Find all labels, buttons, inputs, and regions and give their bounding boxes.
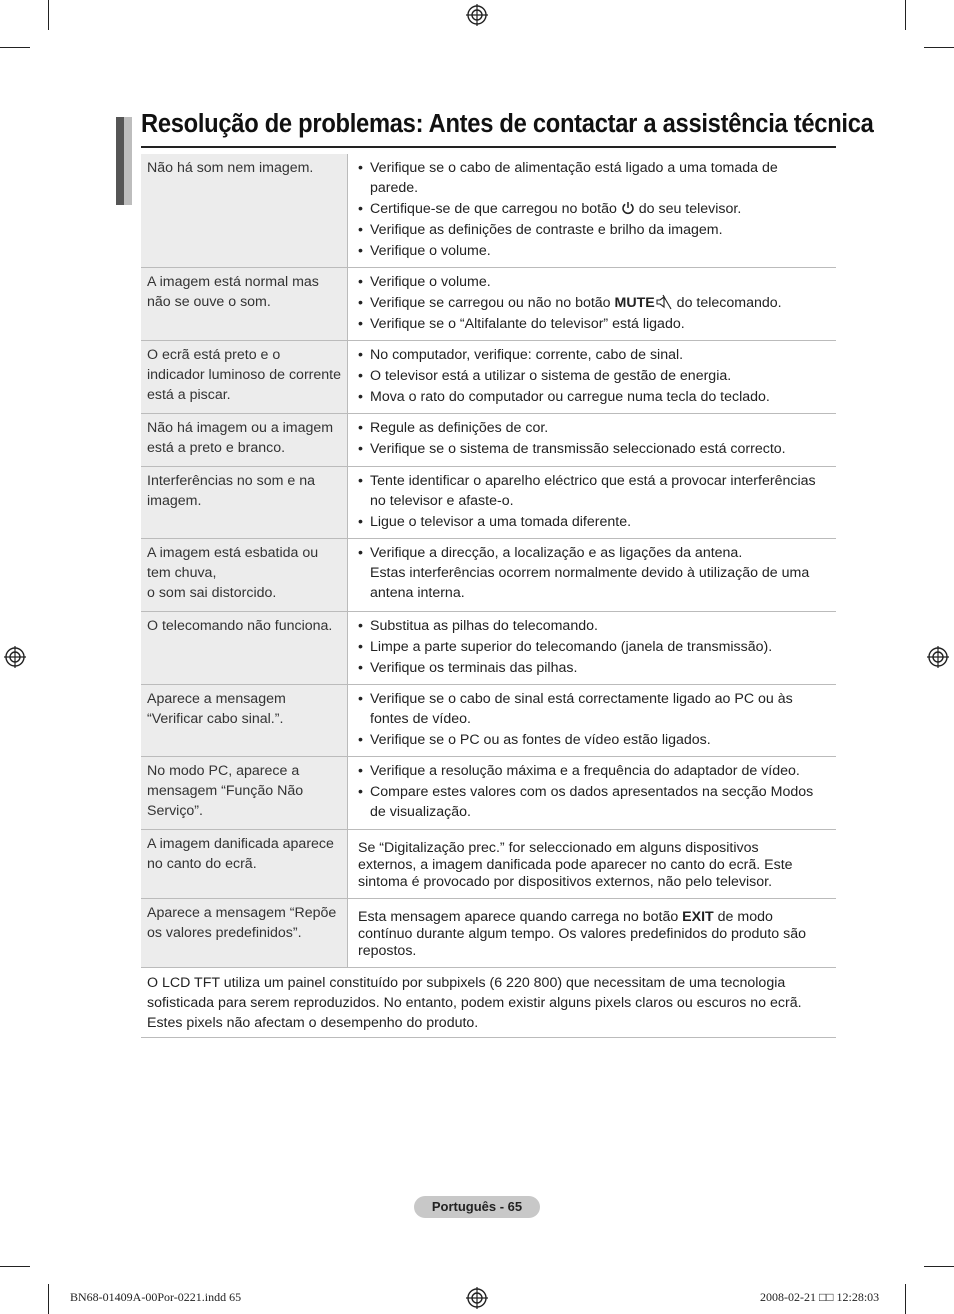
- solution-cell: [348, 467, 836, 538]
- problem-text: imagem.: [147, 493, 202, 509]
- solution-line: Regule as definições de cor.: [370, 420, 549, 436]
- solution-text: Certifique-se de que carregou no botão do seu televisor.: [370, 201, 742, 217]
- solution-line: Verifique se o cabo de alimentação está ligado a uma tomada de: [370, 160, 778, 176]
- bullet-dot: •: [358, 295, 363, 311]
- problem-text: No modo PC, aparece a: [147, 763, 300, 779]
- solution-line: contínuo durante algum tempo. Os valores predefinidos do produto são: [358, 926, 806, 942]
- solution-bullet: [358, 782, 836, 822]
- problem-text: o som sai distorcido.: [147, 585, 277, 601]
- solution-text: [370, 782, 836, 822]
- problem-cell: [141, 757, 348, 829]
- solution-bullet: [358, 439, 836, 459]
- problem-text: O ecrã está preto e o: [147, 347, 281, 363]
- solution-line: Verifique a resolução máxima e a frequência do adaptador de vídeo.: [370, 763, 800, 779]
- solution-bullet: [358, 199, 836, 219]
- solution-line: Verifique a direcção, a localização e as ligações da antena.: [370, 545, 743, 561]
- solution-cell: [348, 899, 836, 967]
- problem-text: Não há imagem ou a imagem: [147, 420, 334, 436]
- problem-cell: [141, 539, 348, 611]
- problem-text: está a piscar.: [147, 387, 231, 403]
- problem-cell: [141, 154, 348, 267]
- bullet-dot: •: [358, 763, 363, 779]
- bullet-dot: •: [358, 473, 363, 489]
- table-row: [141, 899, 836, 968]
- solution-text: [370, 314, 836, 334]
- bullet-dot: •: [358, 514, 363, 530]
- problem-text: os valores predefinidos”.: [147, 925, 302, 941]
- note-line: O LCD TFT utiliza um painel constituído por subpixels (6 220 800) que necessitam de uma tecnologia: [147, 975, 786, 991]
- solution-bullet: [358, 730, 836, 750]
- bullet-dot: •: [358, 274, 363, 290]
- solution-line: Se “Digitalização prec.” for seleccionado em alguns dispositivos: [358, 840, 759, 856]
- bullet-dot: •: [358, 618, 363, 634]
- solution-bullet: [358, 314, 836, 334]
- solution-line: Tente identificar o aparelho eléctrico que está a provocar interferências: [370, 473, 816, 489]
- solution-text: [370, 418, 836, 438]
- solution-bullet: [358, 220, 836, 240]
- note-line: Estes pixels não afectam o desempenho do produto.: [147, 1015, 479, 1031]
- solution-paragraph: Esta mensagem aparece quando carrega no botão EXIT de modo contínuo durante algum tempo. Os valores predefinidos do produto são repostos.: [358, 902, 836, 960]
- problem-cell: [141, 341, 348, 413]
- solution-cell: [348, 268, 836, 340]
- problem-text: indicador luminoso de corrente: [147, 367, 342, 383]
- power-icon: [621, 201, 635, 215]
- table-row: [141, 341, 836, 414]
- solution-line: Limpe a parte superior do telecomando (janela de transmissão).: [370, 639, 773, 655]
- solution-bullet: [358, 387, 836, 407]
- solution-text: [370, 220, 836, 240]
- table-row: [141, 467, 836, 539]
- solution-line: Verifique as definições de contraste e brilho da imagem.: [370, 222, 723, 238]
- solution-cell: [348, 341, 836, 413]
- problem-cell: [141, 685, 348, 756]
- problem-cell: [141, 268, 348, 340]
- solution-cell: [348, 830, 836, 898]
- table-row: [141, 154, 836, 268]
- solution-text: [370, 637, 836, 657]
- solution-bullet: [358, 366, 836, 386]
- bullet-dot: •: [358, 660, 363, 676]
- lcd-pixel-note: [141, 968, 836, 1038]
- solution-line: Compare estes valores com os dados apresentados na secção Modos: [370, 784, 814, 800]
- solution-line: parede.: [370, 180, 419, 196]
- problem-text: está a preto e branco.: [147, 440, 286, 456]
- solution-line: Verifique o volume.: [370, 274, 491, 290]
- table-row: [141, 268, 836, 341]
- bullet-dot: •: [358, 347, 363, 363]
- page-title: Resolução de problemas: Antes de contactar a assistência técnica: [141, 110, 874, 138]
- bullet-dot: •: [358, 639, 363, 655]
- bullet-dot: •: [358, 732, 363, 748]
- solution-line: Verifique se o “Altifalante do televisor” está ligado.: [370, 316, 685, 332]
- solution-cell: [348, 539, 836, 611]
- problem-cell: [141, 414, 348, 466]
- bullet-dot: •: [358, 243, 363, 259]
- page-number-badge: Português - 65: [414, 1196, 540, 1218]
- registration-mark-icon: [466, 4, 488, 26]
- problem-text: Aparece a mensagem “Repõe: [147, 905, 337, 921]
- problem-text: Interferências no som e na: [147, 473, 315, 489]
- solution-bullet: [358, 637, 836, 657]
- exit-label: EXIT: [682, 909, 714, 925]
- solution-text: [370, 439, 836, 459]
- solution-bullet: [358, 616, 836, 636]
- crop-mark: [924, 1266, 954, 1267]
- problem-cell: [141, 612, 348, 684]
- solution-cell: [348, 414, 836, 466]
- solution-text: [370, 471, 836, 511]
- problem-text: no canto do ecrã.: [147, 856, 257, 872]
- table-row: [141, 830, 836, 899]
- problem-text: Serviço”.: [147, 803, 203, 819]
- registration-mark-icon: [927, 646, 949, 668]
- solution-paragraph: [358, 833, 836, 891]
- solution-text: [370, 158, 836, 198]
- problem-text: mensagem “Função Não: [147, 783, 304, 799]
- crop-mark: [0, 47, 30, 48]
- solution-line: Verifique se o cabo de sinal está correctamente ligado ao PC ou às: [370, 691, 793, 707]
- solution-bullet: [358, 241, 836, 261]
- solution-bullet: [358, 272, 836, 292]
- table-row: [141, 757, 836, 830]
- problem-text: Não há som nem imagem.: [147, 160, 314, 176]
- crop-mark: [924, 47, 954, 48]
- solution-line: no televisor e afaste-o.: [370, 493, 514, 509]
- problem-cell: [141, 467, 348, 538]
- solution-bullet: [358, 158, 836, 198]
- title-rule: [141, 146, 836, 148]
- crop-mark: [905, 0, 906, 30]
- solution-line: Substitua as pilhas do telecomando.: [370, 618, 598, 634]
- solution-text: [370, 366, 836, 386]
- problem-text: não se ouve o som.: [147, 294, 271, 310]
- solution-text: [370, 241, 836, 261]
- solution-line: Verifique os terminais das pilhas.: [370, 660, 578, 676]
- solution-line: Ligue o televisor a uma tomada diferente.: [370, 514, 632, 530]
- solution-line: sintoma é provocado por dispositivos externos, não pelo televisor.: [358, 874, 773, 890]
- solution-bullet: [358, 512, 836, 532]
- solution-line: externos, a imagem danificada pode aparecer no canto do ecrã. Este: [358, 857, 793, 873]
- crop-mark: [48, 1284, 49, 1314]
- solution-cell: [348, 685, 836, 756]
- problem-text: A imagem está normal mas: [147, 274, 319, 290]
- bullet-dot: •: [358, 201, 363, 217]
- problem-text: A imagem está esbatida ou: [147, 545, 319, 561]
- solution-text: [370, 345, 836, 365]
- solution-text: [370, 761, 836, 781]
- problem-text: O telecomando não funciona.: [147, 618, 333, 634]
- crop-mark: [48, 0, 49, 30]
- bullet-dot: •: [358, 784, 363, 800]
- problem-text: tem chuva,: [147, 565, 217, 581]
- crop-mark: [905, 1284, 906, 1314]
- registration-mark-icon: [466, 1287, 488, 1309]
- problem-text: Aparece a mensagem: [147, 691, 286, 707]
- solution-text: [370, 387, 836, 407]
- bullet-dot: •: [358, 316, 363, 332]
- solution-line: Verifique se o sistema de transmissão seleccionado está correcto.: [370, 441, 786, 457]
- solution-text: [370, 658, 836, 678]
- problem-text: “Verificar cabo sinal.”.: [147, 711, 284, 727]
- solution-bullet: [358, 658, 836, 678]
- solution-line: Verifique se o PC ou as fontes de vídeo estão ligados.: [370, 732, 711, 748]
- bullet-dot: •: [358, 441, 363, 457]
- table-row: [141, 539, 836, 612]
- mute-label: MUTE: [614, 295, 655, 311]
- solution-line: de visualização.: [370, 804, 471, 820]
- solution-line: O televisor está a utilizar o sistema de gestão de energia.: [370, 368, 732, 384]
- solution-bullet: [358, 471, 836, 511]
- bullet-dot: •: [358, 160, 363, 176]
- solution-cell: [348, 612, 836, 684]
- solution-bullet: [358, 418, 836, 438]
- solution-bullet: [358, 543, 836, 603]
- table-row: [141, 414, 836, 467]
- solution-line: antena interna.: [370, 585, 465, 601]
- solution-line: fontes de vídeo.: [370, 711, 471, 727]
- solution-bullet: [358, 345, 836, 365]
- footer-timestamp: 2008-02-21 □□ 12:28:03: [760, 1290, 880, 1304]
- title-accent-bar: [116, 117, 124, 205]
- solution-text: [370, 543, 836, 603]
- bullet-dot: •: [358, 545, 363, 561]
- bullet-dot: •: [358, 389, 363, 405]
- troubleshooting-table: [141, 154, 836, 1038]
- table-row: [141, 685, 836, 757]
- solution-text: [370, 730, 836, 750]
- note-line: sofisticada para serem reproduzidos. No entanto, podem existir alguns pixels claros ou escuros no ecrã.: [147, 995, 802, 1011]
- footer-file-info: BN68-01409A-00Por-0221.indd 65: [70, 1290, 242, 1304]
- solution-line: Estas interferências ocorrem normalmente devido à utilização de uma: [370, 565, 810, 581]
- bullet-dot: •: [358, 420, 363, 436]
- solution-bullet: [358, 689, 836, 729]
- registration-mark-icon: [4, 646, 26, 668]
- solution-bullet: [358, 761, 836, 781]
- solution-text: [370, 616, 836, 636]
- title-accent-bar-light: [124, 117, 132, 205]
- solution-line: Verifique o volume.: [370, 243, 491, 259]
- solution-text: [370, 689, 836, 729]
- bullet-dot: •: [358, 368, 363, 384]
- solution-bullet: [358, 293, 836, 313]
- problem-cell: [141, 899, 348, 967]
- bullet-dot: •: [358, 222, 363, 238]
- crop-mark: [0, 1266, 30, 1267]
- solution-text: [370, 512, 836, 532]
- bullet-dot: •: [358, 691, 363, 707]
- solution-cell: [348, 757, 836, 829]
- mute-speaker-icon: [655, 294, 673, 310]
- solution-line: No computador, verifique: corrente, cabo de sinal.: [370, 347, 684, 363]
- solution-cell: [348, 154, 836, 267]
- solution-line: repostos.: [358, 943, 417, 959]
- problem-text: A imagem danificada aparece: [147, 836, 334, 852]
- problem-cell: [141, 830, 348, 898]
- solution-line: Mova o rato do computador ou carregue numa tecla do teclado.: [370, 389, 770, 405]
- solution-text: [370, 272, 836, 292]
- table-row: [141, 612, 836, 685]
- solution-text: Verifique se carregou ou não no botão MUTE do telecomando.: [370, 295, 782, 311]
